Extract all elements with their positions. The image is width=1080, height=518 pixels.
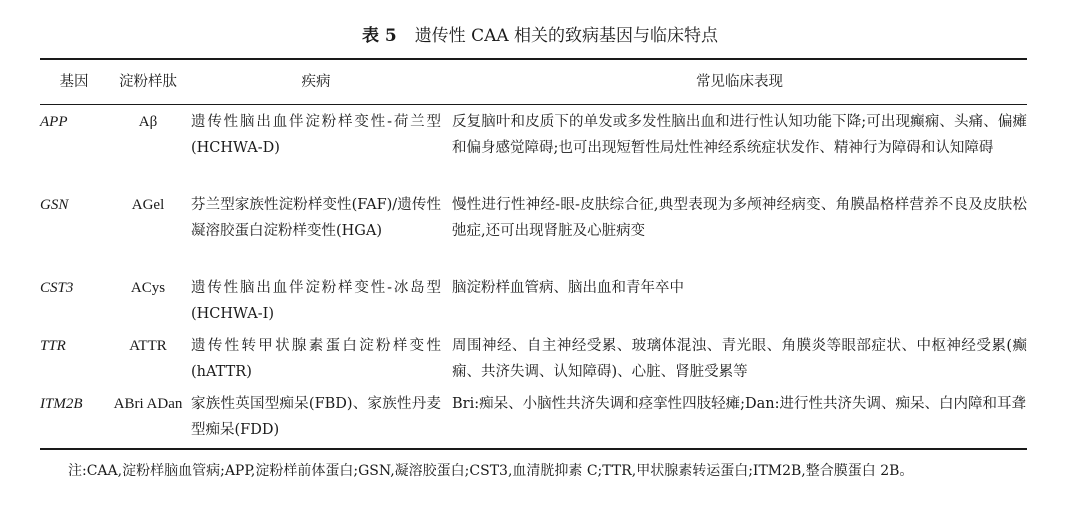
- table-caption: [0, 24, 1080, 48]
- header-peptide: 淀粉样肽: [119, 74, 177, 90]
- row-4-peptide: ATTR: [129, 338, 167, 354]
- row-3-disease: 遗传性脑出血伴淀粉样变性-冰岛型(HCHWA-I): [191, 280, 441, 322]
- row-3-peptide: ACys: [130, 280, 166, 296]
- table-bottom-rule: [40, 448, 1027, 450]
- row-3-gene: CST3: [40, 280, 74, 296]
- row-2-gene: GSN: [40, 197, 69, 213]
- table-title: 遗传性 CAA 相关的致病基因与临床特点: [414, 26, 719, 46]
- header-clinical: 常见临床表现: [696, 74, 783, 90]
- row-5-clinical: Bri:痴呆、小脑性共济失调和痉挛性四肢轻瘫;Dan:进行性共济失调、痴呆、白内障和耳聋: [452, 396, 1026, 412]
- row-1-peptide: Aβ: [138, 114, 158, 130]
- row-1-disease: 遗传性脑出血伴淀粉样变性-荷兰型(HCHWA-D): [191, 114, 441, 156]
- row-2-peptide: AGel: [131, 197, 165, 213]
- table-header-rule: [40, 104, 1027, 105]
- header-gene: 基因: [59, 74, 89, 90]
- row-2-clinical: 慢性进行性神经-眼-皮肤综合征,典型表现为多颅神经病变、角膜晶格样营养不良及皮肤松弛症,还可出现肾脏及心脏病变: [452, 197, 1027, 239]
- row-1-clinical: 反复脑叶和皮质下的单发或多发性脑出血和进行性认知功能下降;可出现癫痫、头痛、偏瘫和偏身感觉障碍;也可出现短暂性局灶性神经系统症状发作、精神行为障碍和认知障碍: [452, 114, 1027, 156]
- row-4-gene: TTR: [40, 338, 66, 354]
- row-5-gene: ITM2B: [40, 396, 83, 412]
- table-footnote: 注:CAA,淀粉样脑血管病;APP,淀粉样前体蛋白;GSN,凝溶胶蛋白;CST3,血清胱抑素 C;TTR,甲状腺素转运蛋白;ITM2B,整合膜蛋白 2B。: [68, 463, 914, 479]
- table-top-rule: [40, 58, 1027, 60]
- row-3-clinical: 脑淀粉样血管病、脑出血和青年卒中: [452, 280, 684, 296]
- header-disease: 疾病: [301, 74, 331, 90]
- row-2-disease: 芬兰型家族性淀粉样变性(FAF)/遗传性凝溶胶蛋白淀粉样变性(HGA): [191, 197, 441, 239]
- row-4-clinical: 周围神经、自主神经受累、玻璃体混浊、青光眼、角膜炎等眼部症状、中枢神经受累(癫痫、共济失调、认知障碍)、心脏、肾脏受累等: [452, 338, 1027, 380]
- row-4-disease: 遗传性转甲状腺素蛋白淀粉样变性(hATTR): [191, 338, 441, 380]
- table-number: 表 5: [361, 26, 397, 46]
- row-5-disease: 家族性英国型痴呆(FBD)、家族性丹麦型痴呆(FDD): [191, 396, 441, 438]
- row-1-gene: APP: [40, 114, 68, 130]
- row-5-peptide: ABri ADan: [113, 396, 183, 412]
